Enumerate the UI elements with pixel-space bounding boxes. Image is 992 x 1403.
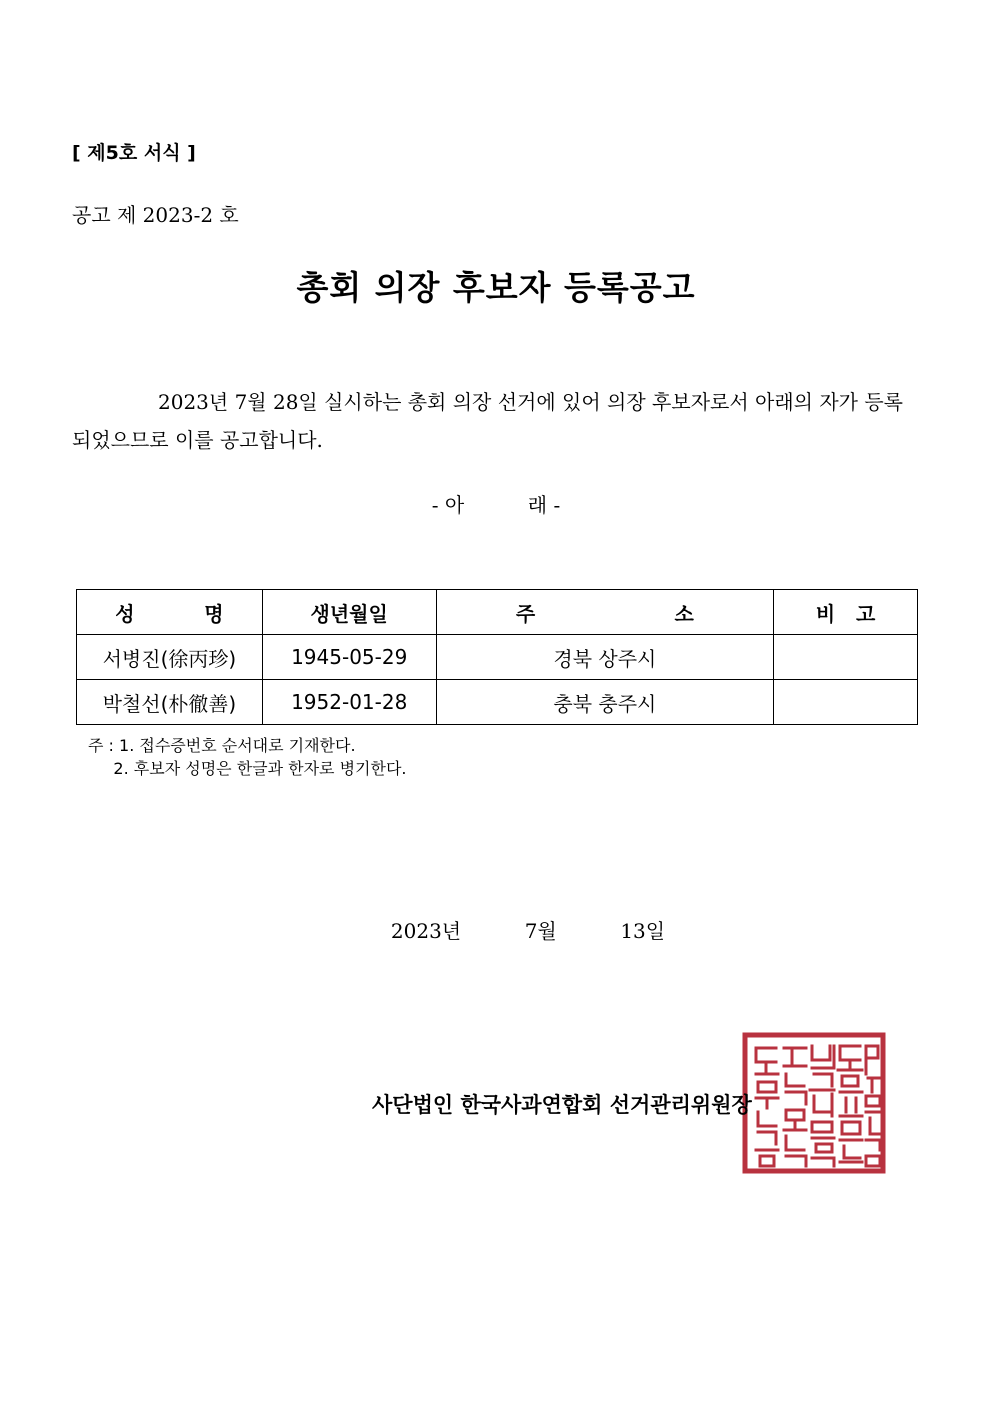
footnote-2: 2. 후보자 성명은 한글과 한자로 병기한다. bbox=[88, 759, 407, 778]
header-name: 성 명 bbox=[77, 590, 263, 635]
cell-remarks bbox=[774, 635, 918, 680]
header-address: 주 소 bbox=[436, 590, 774, 635]
issue-date: 2023년 7월 13일 bbox=[390, 919, 666, 943]
table-row bbox=[77, 680, 918, 725]
cell-birthdate: 1952-01-28 bbox=[262, 680, 436, 725]
header-remarks: 비 고 bbox=[774, 590, 918, 635]
footnotes bbox=[88, 734, 407, 780]
issuer-name: 사단법인 한국사과연합회 선거관리위원장 bbox=[372, 1093, 752, 1117]
official-seal bbox=[742, 1032, 886, 1174]
cell-remarks bbox=[774, 680, 918, 725]
table-header-row bbox=[77, 590, 918, 635]
document-title: 총회 의장 후보자 등록공고 bbox=[296, 268, 696, 307]
below-heading: - 아 래 - bbox=[431, 493, 561, 517]
candidate-table bbox=[76, 589, 918, 725]
cell-birthdate: 1945-05-29 bbox=[262, 635, 436, 680]
form-label: [ 제5호 서식 ] bbox=[72, 142, 196, 164]
cell-name: 서병진(徐丙珍) bbox=[77, 635, 263, 680]
notice-number: 공고 제 2023-2 호 bbox=[72, 203, 239, 227]
body-text: 2023년 7월 28일 실시하는 총회 의장 선거에 있어 의장 후보자로서 아래의 자가 등록되었으므로 이를 공고합니다. bbox=[72, 390, 903, 452]
cell-address: 경북 상주시 bbox=[436, 635, 774, 680]
cell-name: 박철선(朴徹善) bbox=[77, 680, 263, 725]
cell-address: 충북 충주시 bbox=[436, 680, 774, 725]
seal-graphic bbox=[742, 1032, 886, 1174]
footnote-1: 주 : 1. 접수증번호 순서대로 기재한다. bbox=[88, 736, 356, 755]
table-row bbox=[77, 635, 918, 680]
header-birthdate: 생년월일 bbox=[262, 590, 436, 635]
body-paragraph bbox=[72, 383, 920, 459]
